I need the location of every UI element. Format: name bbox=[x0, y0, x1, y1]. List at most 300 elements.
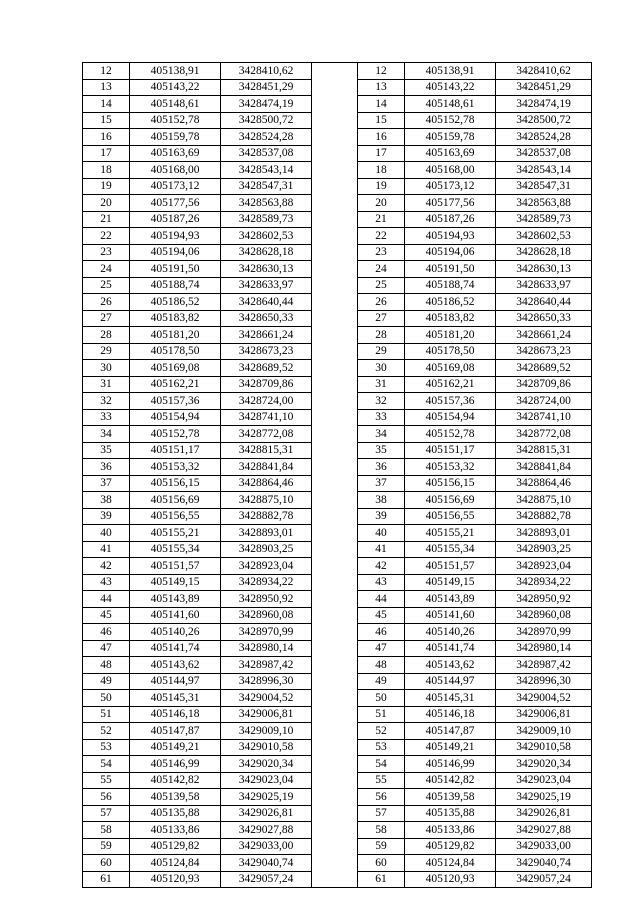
left-x-coordinate: 405152,78 bbox=[130, 112, 221, 129]
left-point-number: 18 bbox=[83, 162, 130, 179]
left-point-number: 38 bbox=[83, 492, 130, 509]
left-point-number: 55 bbox=[83, 772, 130, 789]
right-x-coordinate: 405155,34 bbox=[405, 541, 496, 558]
column-gap bbox=[312, 63, 358, 80]
left-point-number: 34 bbox=[83, 426, 130, 443]
left-x-coordinate: 405156,55 bbox=[130, 508, 221, 525]
right-point-number: 29 bbox=[358, 343, 405, 360]
table-row bbox=[83, 277, 592, 294]
right-x-coordinate: 405142,82 bbox=[405, 772, 496, 789]
left-point-number: 33 bbox=[83, 409, 130, 426]
right-y-coordinate: 3428451,29 bbox=[496, 79, 592, 96]
right-point-number: 31 bbox=[358, 376, 405, 393]
left-y-coordinate: 3428661,24 bbox=[221, 327, 312, 344]
right-y-coordinate: 3428724,00 bbox=[496, 393, 592, 410]
right-y-coordinate: 3428640,44 bbox=[496, 294, 592, 311]
table-row bbox=[83, 739, 592, 756]
right-point-number: 32 bbox=[358, 393, 405, 410]
column-gap bbox=[312, 327, 358, 344]
table-row bbox=[83, 805, 592, 822]
table-row bbox=[83, 376, 592, 393]
right-point-number: 61 bbox=[358, 871, 405, 888]
right-point-number: 59 bbox=[358, 838, 405, 855]
right-y-coordinate: 3429009,10 bbox=[496, 723, 592, 740]
right-y-coordinate: 3428741,10 bbox=[496, 409, 592, 426]
left-point-number: 27 bbox=[83, 310, 130, 327]
left-point-number: 22 bbox=[83, 228, 130, 245]
left-x-coordinate: 405133,86 bbox=[130, 822, 221, 839]
right-y-coordinate: 3428410,62 bbox=[496, 63, 592, 80]
left-point-number: 37 bbox=[83, 475, 130, 492]
left-point-number: 61 bbox=[83, 871, 130, 888]
right-x-coordinate: 405162,21 bbox=[405, 376, 496, 393]
right-y-coordinate: 3428987,42 bbox=[496, 657, 592, 674]
left-y-coordinate: 3428950,92 bbox=[221, 591, 312, 608]
table-row bbox=[83, 541, 592, 558]
left-x-coordinate: 405143,89 bbox=[130, 591, 221, 608]
right-x-coordinate: 405186,52 bbox=[405, 294, 496, 311]
column-gap bbox=[312, 393, 358, 410]
column-gap bbox=[312, 244, 358, 261]
column-gap bbox=[312, 574, 358, 591]
right-y-coordinate: 3428934,22 bbox=[496, 574, 592, 591]
left-point-number: 48 bbox=[83, 657, 130, 674]
left-x-coordinate: 405151,17 bbox=[130, 442, 221, 459]
right-y-coordinate: 3428661,24 bbox=[496, 327, 592, 344]
left-x-coordinate: 405186,52 bbox=[130, 294, 221, 311]
right-x-coordinate: 405168,00 bbox=[405, 162, 496, 179]
table-row bbox=[83, 96, 592, 113]
column-gap bbox=[312, 871, 358, 888]
right-point-number: 27 bbox=[358, 310, 405, 327]
left-x-coordinate: 405149,15 bbox=[130, 574, 221, 591]
left-y-coordinate: 3428650,33 bbox=[221, 310, 312, 327]
table-row bbox=[83, 475, 592, 492]
left-y-coordinate: 3428673,23 bbox=[221, 343, 312, 360]
right-x-coordinate: 405194,93 bbox=[405, 228, 496, 245]
table-row bbox=[83, 492, 592, 509]
column-gap bbox=[312, 178, 358, 195]
right-x-coordinate: 405181,20 bbox=[405, 327, 496, 344]
right-point-number: 43 bbox=[358, 574, 405, 591]
left-y-coordinate: 3428640,44 bbox=[221, 294, 312, 311]
table-row bbox=[83, 294, 592, 311]
left-point-number: 12 bbox=[83, 63, 130, 80]
right-y-coordinate: 3428630,13 bbox=[496, 261, 592, 278]
table-row bbox=[83, 442, 592, 459]
table-row bbox=[83, 640, 592, 657]
left-x-coordinate: 405147,87 bbox=[130, 723, 221, 740]
right-y-coordinate: 3428633,97 bbox=[496, 277, 592, 294]
column-gap bbox=[312, 591, 358, 608]
left-y-coordinate: 3428960,08 bbox=[221, 607, 312, 624]
right-point-number: 25 bbox=[358, 277, 405, 294]
left-y-coordinate: 3428934,22 bbox=[221, 574, 312, 591]
table-row bbox=[83, 723, 592, 740]
left-y-coordinate: 3429026,81 bbox=[221, 805, 312, 822]
right-y-coordinate: 3429004,52 bbox=[496, 690, 592, 707]
left-x-coordinate: 405178,50 bbox=[130, 343, 221, 360]
column-gap bbox=[312, 79, 358, 96]
left-point-number: 60 bbox=[83, 855, 130, 872]
left-y-coordinate: 3429057,24 bbox=[221, 871, 312, 888]
left-x-coordinate: 405153,32 bbox=[130, 459, 221, 476]
right-x-coordinate: 405141,74 bbox=[405, 640, 496, 657]
right-y-coordinate: 3429057,24 bbox=[496, 871, 592, 888]
left-x-coordinate: 405154,94 bbox=[130, 409, 221, 426]
table-row bbox=[83, 838, 592, 855]
left-x-coordinate: 405152,78 bbox=[130, 426, 221, 443]
left-y-coordinate: 3429009,10 bbox=[221, 723, 312, 740]
left-point-number: 30 bbox=[83, 360, 130, 377]
table-row bbox=[83, 409, 592, 426]
column-gap bbox=[312, 789, 358, 806]
left-x-coordinate: 405143,62 bbox=[130, 657, 221, 674]
left-x-coordinate: 405183,82 bbox=[130, 310, 221, 327]
left-y-coordinate: 3429004,52 bbox=[221, 690, 312, 707]
table-row bbox=[83, 657, 592, 674]
left-point-number: 13 bbox=[83, 79, 130, 96]
right-y-coordinate: 3428815,31 bbox=[496, 442, 592, 459]
left-x-coordinate: 405139,58 bbox=[130, 789, 221, 806]
left-x-coordinate: 405146,99 bbox=[130, 756, 221, 773]
left-point-number: 17 bbox=[83, 145, 130, 162]
right-x-coordinate: 405141,60 bbox=[405, 607, 496, 624]
right-y-coordinate: 3428689,52 bbox=[496, 360, 592, 377]
left-x-coordinate: 405156,69 bbox=[130, 492, 221, 509]
left-point-number: 31 bbox=[83, 376, 130, 393]
column-gap bbox=[312, 756, 358, 773]
left-point-number: 53 bbox=[83, 739, 130, 756]
right-y-coordinate: 3428996,30 bbox=[496, 673, 592, 690]
right-point-number: 38 bbox=[358, 492, 405, 509]
left-x-coordinate: 405124,84 bbox=[130, 855, 221, 872]
right-x-coordinate: 405178,50 bbox=[405, 343, 496, 360]
table-row bbox=[83, 525, 592, 542]
right-x-coordinate: 405156,15 bbox=[405, 475, 496, 492]
left-x-coordinate: 405145,31 bbox=[130, 690, 221, 707]
left-x-coordinate: 405156,15 bbox=[130, 475, 221, 492]
left-point-number: 56 bbox=[83, 789, 130, 806]
left-point-number: 54 bbox=[83, 756, 130, 773]
right-point-number: 52 bbox=[358, 723, 405, 740]
left-y-coordinate: 3429020,34 bbox=[221, 756, 312, 773]
right-y-coordinate: 3428923,04 bbox=[496, 558, 592, 575]
column-gap bbox=[312, 294, 358, 311]
column-gap bbox=[312, 277, 358, 294]
right-y-coordinate: 3429023,04 bbox=[496, 772, 592, 789]
table-row bbox=[83, 673, 592, 690]
left-x-coordinate: 405148,61 bbox=[130, 96, 221, 113]
column-gap bbox=[312, 673, 358, 690]
left-y-coordinate: 3428882,78 bbox=[221, 508, 312, 525]
right-point-number: 57 bbox=[358, 805, 405, 822]
column-gap bbox=[312, 343, 358, 360]
right-x-coordinate: 405149,15 bbox=[405, 574, 496, 591]
left-y-coordinate: 3428689,52 bbox=[221, 360, 312, 377]
left-y-coordinate: 3429040,74 bbox=[221, 855, 312, 872]
left-y-coordinate: 3428633,97 bbox=[221, 277, 312, 294]
right-point-number: 21 bbox=[358, 211, 405, 228]
right-x-coordinate: 405156,69 bbox=[405, 492, 496, 509]
right-x-coordinate: 405151,17 bbox=[405, 442, 496, 459]
right-x-coordinate: 405145,31 bbox=[405, 690, 496, 707]
right-point-number: 36 bbox=[358, 459, 405, 476]
left-y-coordinate: 3428987,42 bbox=[221, 657, 312, 674]
right-x-coordinate: 405124,84 bbox=[405, 855, 496, 872]
left-point-number: 46 bbox=[83, 624, 130, 641]
left-point-number: 24 bbox=[83, 261, 130, 278]
column-gap bbox=[312, 409, 358, 426]
table-row bbox=[83, 508, 592, 525]
left-point-number: 45 bbox=[83, 607, 130, 624]
right-y-coordinate: 3428772,08 bbox=[496, 426, 592, 443]
left-point-number: 28 bbox=[83, 327, 130, 344]
right-x-coordinate: 405177,56 bbox=[405, 195, 496, 212]
left-y-coordinate: 3428630,13 bbox=[221, 261, 312, 278]
right-x-coordinate: 405154,94 bbox=[405, 409, 496, 426]
column-gap bbox=[312, 145, 358, 162]
left-x-coordinate: 405168,00 bbox=[130, 162, 221, 179]
column-gap bbox=[312, 690, 358, 707]
left-y-coordinate: 3428543,14 bbox=[221, 162, 312, 179]
table-body bbox=[83, 63, 592, 888]
left-point-number: 40 bbox=[83, 525, 130, 542]
column-gap bbox=[312, 228, 358, 245]
left-y-coordinate: 3428474,19 bbox=[221, 96, 312, 113]
column-gap bbox=[312, 162, 358, 179]
right-point-number: 13 bbox=[358, 79, 405, 96]
coordinates-table bbox=[82, 62, 592, 888]
right-point-number: 41 bbox=[358, 541, 405, 558]
left-y-coordinate: 3428709,86 bbox=[221, 376, 312, 393]
right-x-coordinate: 405135,88 bbox=[405, 805, 496, 822]
left-x-coordinate: 405181,20 bbox=[130, 327, 221, 344]
left-x-coordinate: 405188,74 bbox=[130, 277, 221, 294]
column-gap bbox=[312, 541, 358, 558]
left-y-coordinate: 3428875,10 bbox=[221, 492, 312, 509]
right-point-number: 53 bbox=[358, 739, 405, 756]
table-row bbox=[83, 393, 592, 410]
right-point-number: 51 bbox=[358, 706, 405, 723]
table-row bbox=[83, 195, 592, 212]
column-gap bbox=[312, 607, 358, 624]
right-point-number: 33 bbox=[358, 409, 405, 426]
left-y-coordinate: 3429027,88 bbox=[221, 822, 312, 839]
right-y-coordinate: 3428970,99 bbox=[496, 624, 592, 641]
table-row bbox=[83, 558, 592, 575]
table-row bbox=[83, 822, 592, 839]
right-point-number: 15 bbox=[358, 112, 405, 129]
right-y-coordinate: 3428524,28 bbox=[496, 129, 592, 146]
right-x-coordinate: 405194,06 bbox=[405, 244, 496, 261]
right-point-number: 55 bbox=[358, 772, 405, 789]
right-y-coordinate: 3429006,81 bbox=[496, 706, 592, 723]
left-point-number: 51 bbox=[83, 706, 130, 723]
right-y-coordinate: 3428650,33 bbox=[496, 310, 592, 327]
right-y-coordinate: 3428980,14 bbox=[496, 640, 592, 657]
right-y-coordinate: 3428602,53 bbox=[496, 228, 592, 245]
right-y-coordinate: 3428882,78 bbox=[496, 508, 592, 525]
right-point-number: 35 bbox=[358, 442, 405, 459]
right-y-coordinate: 3429027,88 bbox=[496, 822, 592, 839]
table-row bbox=[83, 789, 592, 806]
right-x-coordinate: 405149,21 bbox=[405, 739, 496, 756]
right-point-number: 30 bbox=[358, 360, 405, 377]
table-row bbox=[83, 690, 592, 707]
right-point-number: 26 bbox=[358, 294, 405, 311]
right-y-coordinate: 3429025,19 bbox=[496, 789, 592, 806]
right-x-coordinate: 405151,57 bbox=[405, 558, 496, 575]
right-y-coordinate: 3428547,31 bbox=[496, 178, 592, 195]
table-row bbox=[83, 772, 592, 789]
left-point-number: 14 bbox=[83, 96, 130, 113]
column-gap bbox=[312, 261, 358, 278]
left-y-coordinate: 3428524,28 bbox=[221, 129, 312, 146]
left-y-coordinate: 3428772,08 bbox=[221, 426, 312, 443]
column-gap bbox=[312, 475, 358, 492]
left-x-coordinate: 405162,21 bbox=[130, 376, 221, 393]
left-y-coordinate: 3428589,73 bbox=[221, 211, 312, 228]
right-point-number: 48 bbox=[358, 657, 405, 674]
table-row bbox=[83, 426, 592, 443]
column-gap bbox=[312, 772, 358, 789]
left-point-number: 44 bbox=[83, 591, 130, 608]
left-point-number: 50 bbox=[83, 690, 130, 707]
table-row bbox=[83, 79, 592, 96]
right-x-coordinate: 405139,58 bbox=[405, 789, 496, 806]
table-row bbox=[83, 145, 592, 162]
left-y-coordinate: 3428563,88 bbox=[221, 195, 312, 212]
right-point-number: 46 bbox=[358, 624, 405, 641]
table-row bbox=[83, 112, 592, 129]
column-gap bbox=[312, 360, 358, 377]
right-point-number: 37 bbox=[358, 475, 405, 492]
left-y-coordinate: 3428724,00 bbox=[221, 393, 312, 410]
left-y-coordinate: 3428864,46 bbox=[221, 475, 312, 492]
column-gap bbox=[312, 195, 358, 212]
left-x-coordinate: 405155,21 bbox=[130, 525, 221, 542]
right-x-coordinate: 405157,36 bbox=[405, 393, 496, 410]
column-gap bbox=[312, 525, 358, 542]
right-x-coordinate: 405144,97 bbox=[405, 673, 496, 690]
right-y-coordinate: 3428893,01 bbox=[496, 525, 592, 542]
column-gap bbox=[312, 706, 358, 723]
table-row bbox=[83, 343, 592, 360]
table-row bbox=[83, 63, 592, 80]
right-x-coordinate: 405120,93 bbox=[405, 871, 496, 888]
left-y-coordinate: 3429025,19 bbox=[221, 789, 312, 806]
left-point-number: 41 bbox=[83, 541, 130, 558]
left-point-number: 47 bbox=[83, 640, 130, 657]
left-point-number: 57 bbox=[83, 805, 130, 822]
right-x-coordinate: 405143,22 bbox=[405, 79, 496, 96]
left-x-coordinate: 405135,88 bbox=[130, 805, 221, 822]
column-gap bbox=[312, 211, 358, 228]
left-y-coordinate: 3428547,31 bbox=[221, 178, 312, 195]
column-gap bbox=[312, 657, 358, 674]
right-x-coordinate: 405129,82 bbox=[405, 838, 496, 855]
table-row bbox=[83, 129, 592, 146]
right-point-number: 42 bbox=[358, 558, 405, 575]
table-row bbox=[83, 360, 592, 377]
left-x-coordinate: 405120,93 bbox=[130, 871, 221, 888]
left-x-coordinate: 405163,69 bbox=[130, 145, 221, 162]
left-point-number: 49 bbox=[83, 673, 130, 690]
left-point-number: 39 bbox=[83, 508, 130, 525]
right-y-coordinate: 3429033,00 bbox=[496, 838, 592, 855]
column-gap bbox=[312, 492, 358, 509]
table-row bbox=[83, 327, 592, 344]
left-point-number: 58 bbox=[83, 822, 130, 839]
right-point-number: 40 bbox=[358, 525, 405, 542]
left-y-coordinate: 3428451,29 bbox=[221, 79, 312, 96]
right-point-number: 16 bbox=[358, 129, 405, 146]
left-point-number: 16 bbox=[83, 129, 130, 146]
left-x-coordinate: 405151,57 bbox=[130, 558, 221, 575]
table-row bbox=[83, 211, 592, 228]
right-y-coordinate: 3429020,34 bbox=[496, 756, 592, 773]
left-x-coordinate: 405155,34 bbox=[130, 541, 221, 558]
right-x-coordinate: 405191,50 bbox=[405, 261, 496, 278]
right-x-coordinate: 405153,32 bbox=[405, 459, 496, 476]
left-point-number: 23 bbox=[83, 244, 130, 261]
left-x-coordinate: 405173,12 bbox=[130, 178, 221, 195]
right-y-coordinate: 3428589,73 bbox=[496, 211, 592, 228]
left-point-number: 35 bbox=[83, 442, 130, 459]
right-point-number: 23 bbox=[358, 244, 405, 261]
right-point-number: 17 bbox=[358, 145, 405, 162]
left-y-coordinate: 3428410,62 bbox=[221, 63, 312, 80]
right-point-number: 28 bbox=[358, 327, 405, 344]
table-row bbox=[83, 310, 592, 327]
left-y-coordinate: 3428815,31 bbox=[221, 442, 312, 459]
left-y-coordinate: 3429006,81 bbox=[221, 706, 312, 723]
column-gap bbox=[312, 459, 358, 476]
right-x-coordinate: 405152,78 bbox=[405, 426, 496, 443]
right-x-coordinate: 405146,99 bbox=[405, 756, 496, 773]
column-gap bbox=[312, 442, 358, 459]
left-y-coordinate: 3428980,14 bbox=[221, 640, 312, 657]
right-y-coordinate: 3429040,74 bbox=[496, 855, 592, 872]
right-y-coordinate: 3429010,58 bbox=[496, 739, 592, 756]
left-x-coordinate: 405141,74 bbox=[130, 640, 221, 657]
left-x-coordinate: 405157,36 bbox=[130, 393, 221, 410]
left-y-coordinate: 3428602,53 bbox=[221, 228, 312, 245]
left-y-coordinate: 3428893,01 bbox=[221, 525, 312, 542]
left-point-number: 43 bbox=[83, 574, 130, 591]
left-point-number: 36 bbox=[83, 459, 130, 476]
right-point-number: 19 bbox=[358, 178, 405, 195]
right-point-number: 45 bbox=[358, 607, 405, 624]
right-x-coordinate: 405146,18 bbox=[405, 706, 496, 723]
left-y-coordinate: 3429023,04 bbox=[221, 772, 312, 789]
right-x-coordinate: 405163,69 bbox=[405, 145, 496, 162]
left-x-coordinate: 405129,82 bbox=[130, 838, 221, 855]
right-y-coordinate: 3428875,10 bbox=[496, 492, 592, 509]
left-y-coordinate: 3428628,18 bbox=[221, 244, 312, 261]
right-y-coordinate: 3429026,81 bbox=[496, 805, 592, 822]
right-x-coordinate: 405152,78 bbox=[405, 112, 496, 129]
right-x-coordinate: 405173,12 bbox=[405, 178, 496, 195]
coordinate-sheet bbox=[82, 62, 592, 888]
left-point-number: 32 bbox=[83, 393, 130, 410]
table-row bbox=[83, 162, 592, 179]
right-point-number: 49 bbox=[358, 673, 405, 690]
table-row bbox=[83, 706, 592, 723]
right-x-coordinate: 405156,55 bbox=[405, 508, 496, 525]
left-x-coordinate: 405187,26 bbox=[130, 211, 221, 228]
